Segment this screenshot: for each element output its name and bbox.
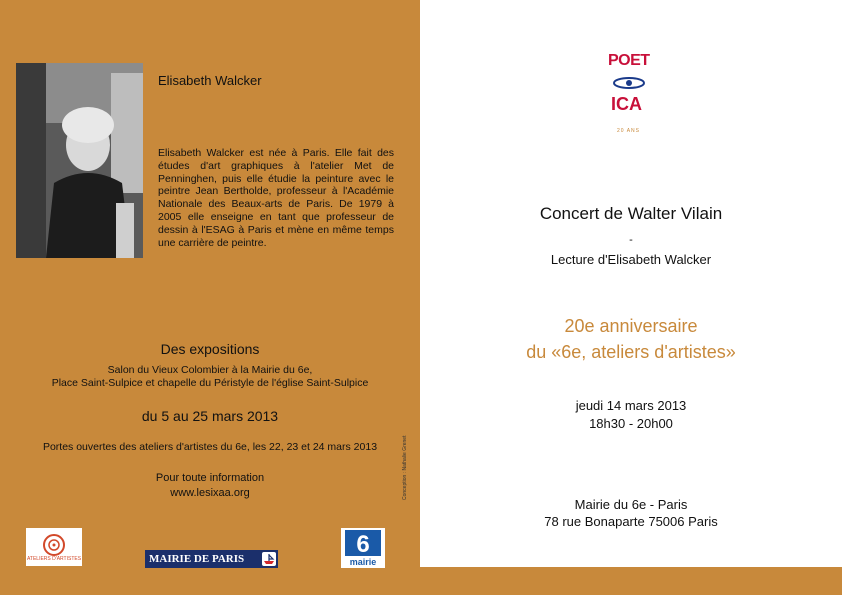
anniversary-line1: 20e anniversaire — [564, 316, 698, 336]
poetica-top-text: POET — [608, 52, 650, 69]
ateliers-logo — [26, 528, 82, 566]
poetica-logo — [605, 42, 652, 138]
svg-text:6: 6 — [356, 531, 370, 558]
design-credit: Conception : Nathalie Grenet — [402, 435, 408, 500]
expo-title: Des expositions — [160, 341, 260, 357]
poetica-bottom-text: ICA — [611, 94, 642, 114]
artist-name: Elisabeth Walcker — [158, 73, 262, 88]
artist-bio: Elisabeth Walcker est née à Paris. Elle fait des études d'art graphiques à l'atelier Met de Penninghen, puis elle étudie la peinture avec le peintre Jean Bertholde, professeur à l'Académie Nationale des Beaux-arts de Paris. De 1979 à 2005 elle enseigne en tant que professeur de dessin à l'ESAG à Paris et mène en même temps une carrière de peintre. — [158, 147, 394, 249]
paris-ship-icon — [262, 552, 276, 566]
mairie-de-paris-logo — [145, 550, 278, 568]
separator-dash: - — [629, 234, 633, 246]
expo-line1: Salon du Vieux Colombier à la Mairie du 6e, — [107, 364, 313, 376]
artist-photo — [16, 63, 143, 258]
poetica-eye-icon — [612, 76, 646, 95]
lecture-line: Lecture d'Elisabeth Walcker — [550, 252, 712, 267]
website-link[interactable]: www.lesixaa.org — [170, 487, 250, 499]
mairie-de-paris-text: MAIRIE DE PARIS — [149, 553, 245, 565]
expo-line2: Place Saint-Sulpice et chapelle du Péristyle de l'église Saint-Sulpice — [51, 377, 369, 389]
info-label: Pour toute information — [155, 472, 265, 484]
event-date: jeudi 14 mars 2013 — [575, 398, 687, 413]
anniversary-line2: du «6e, ateliers d'artistes» — [526, 342, 736, 362]
venue-name: Mairie du 6e - Paris — [574, 497, 688, 512]
event-time: 18h30 - 20h00 — [589, 416, 673, 431]
right-bottom-band — [420, 567, 842, 595]
ateliers-logo-text: ATELIERS D'ARTISTES — [26, 556, 82, 562]
poetica-sub-text: 20 ANS — [617, 128, 640, 134]
concert-title: Concert de Walter Vilain — [539, 204, 723, 223]
sixieme-mairie-text: mairie — [349, 557, 377, 567]
venue-address: 78 rue Bonaparte 75006 Paris — [544, 514, 718, 529]
expo-dates: du 5 au 25 mars 2013 — [141, 408, 279, 424]
sixieme-mairie-logo — [341, 528, 385, 568]
open-days: Portes ouvertes des ateliers d'artistes du 6e, les 22, 23 et 24 mars 2013 — [42, 441, 378, 453]
